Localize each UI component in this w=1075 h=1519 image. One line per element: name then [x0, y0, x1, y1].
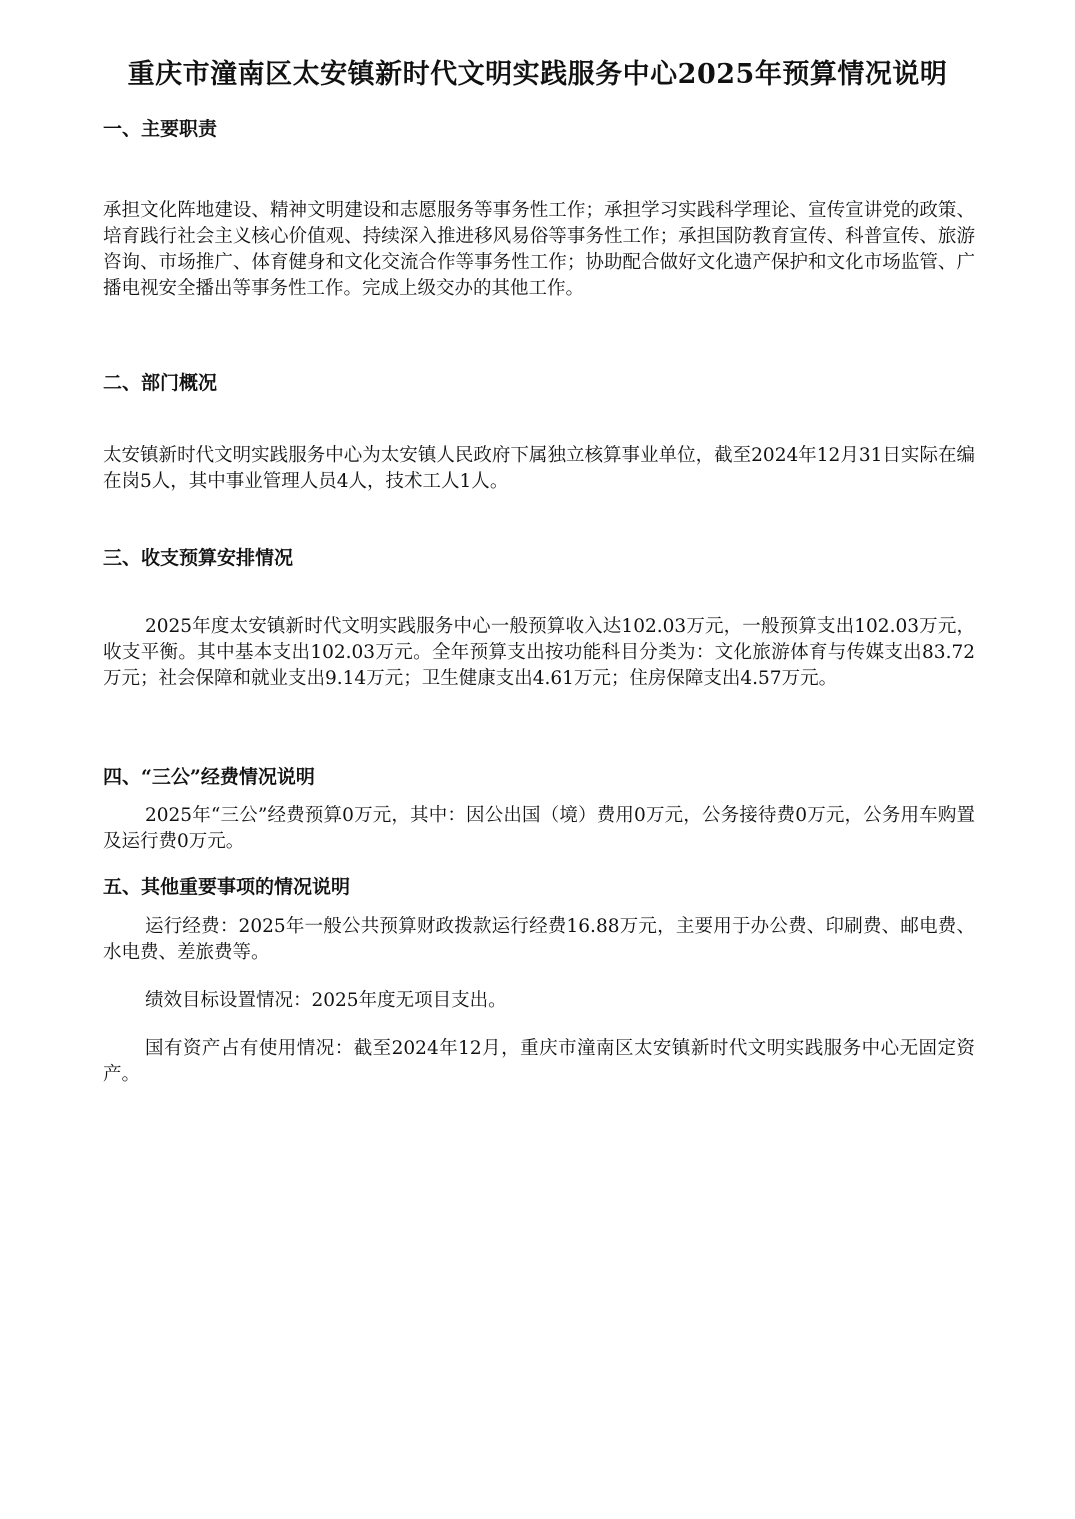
budget-paragraph: 2025年度太安镇新时代文明实践服务中心一般预算收入达102.03万元，一般预算支出102.03万元，收支平衡。其中基本支出102.03万元。全年预算支出按功能科目分类为：文化旅游体育与传媒支出83.72万元；社会保障和就业支出9.14万元；卫生健康支出4.61万元；住房保障支出4.57万元。	[103, 616, 975, 689]
duties-paragraph: 承担文化阵地建设、精神文明建设和志愿服务等事务性工作；承担学习实践科学理论、宣传宣讲党的政策、培育践行社会主义核心价值观、持续深入推进移风易俗等事务性工作；承担国防教育宣传、科普宣传、旅游咨询、市场推广、体育健身和文化交流合作等事务性工作；协助配合做好文化遗产保护和文化市场监管、广播电视安全播出等事务性工作。完成上级交办的其他工作。	[103, 200, 975, 299]
operating-cost-paragraph: 运行经费：2025年一般公共预算财政拨款运行经费16.88万元，主要用于办公费、印刷费、邮电费、水电费、差旅费等。	[103, 916, 975, 963]
document-title: 重庆市潼南区太安镇新时代文明实践服务中心2025年预算情况说明	[127, 59, 948, 90]
assets-paragraph: 国有资产占有使用情况：截至2024年12月，重庆市潼南区太安镇新时代文明实践服务中心无固定资产。	[103, 1038, 975, 1085]
performance-paragraph: 绩效目标设置情况：2025年度无项目支出。	[145, 990, 507, 1011]
section-heading-budget: 三、收支预算安排情况	[103, 547, 294, 569]
section-heading-three-public: 四、“三公”经费情况说明	[103, 766, 315, 788]
section-heading-duties: 一、主要职责	[103, 118, 218, 140]
three-public-paragraph: 2025年“三公”经费预算0万元，其中：因公出国（境）费用0万元，公务接待费0万元，公务用车购置及运行费0万元。	[103, 805, 975, 852]
section-heading-other: 五、其他重要事项的情况说明	[103, 876, 351, 898]
section-heading-overview: 二、部门概况	[103, 372, 218, 394]
overview-paragraph: 太安镇新时代文明实践服务中心为太安镇人民政府下属独立核算事业单位，截至2024年12月31日实际在编在岗5人，其中事业管理人员4人，技术工人1人。	[103, 445, 975, 492]
